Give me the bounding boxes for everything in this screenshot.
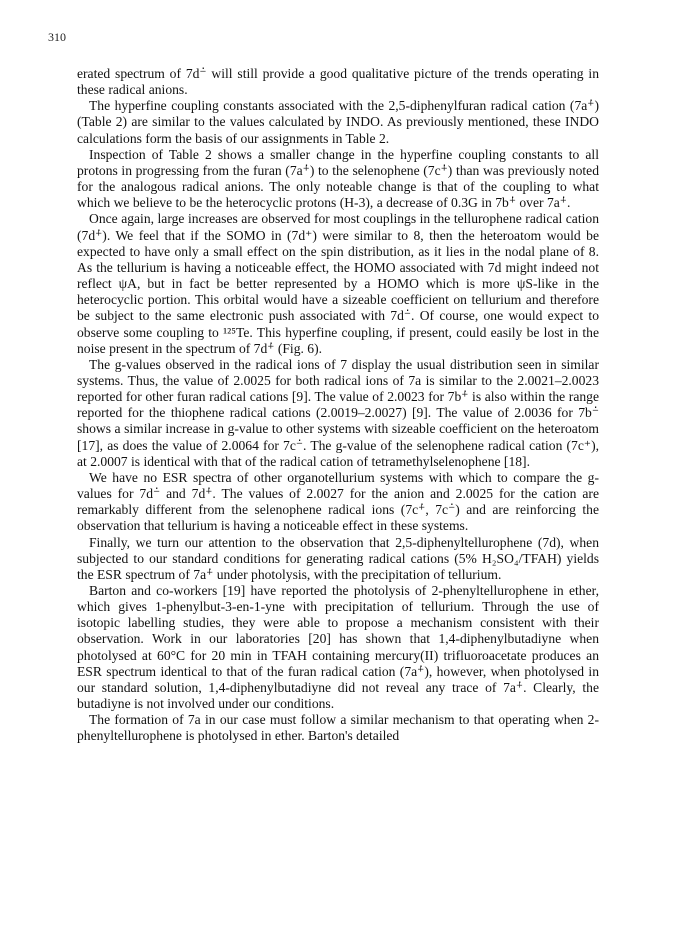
paragraph: The hyperfine coupling constants associated with the 2,5-diphenylfuran radical cation (7a⁺̇) (Table 2) are similar to the values calculated by INDO. As previously mentioned, these INDO calculations form the basis of our assignments in Table 2. [77,98,599,146]
paragraph: Barton and co-workers [19] have reported the photolysis of 2-phenyltellurophene in ether, which gives 1-phenylbut-3-en-1-yne with precipitation of tellurium. Through the use of isotopic labelling studies, they were able to propose a mechanism consistent with their observation. Work in our laboratories [20] has shown that 1,4-diphenylbutadiyne when photolysed at 60°C for 20 min in TFAH containing mercury(II) trifluoroacetate produces an ESR spectrum identical to that of the furan radical cation (7a⁺̇), however, when photolysed in our standard solution, 1,4-diphenylbutadiyne did not reveal any trace of 7a⁺̇. Clearly, the butadiyne is not involved under our conditions. [77,583,599,712]
paragraph: erated spectrum of 7d⁻̇ will still provide a good qualitative picture of the trends operating in these radical anions. [77,66,599,98]
body-text [77,66,599,745]
paragraph: Inspection of Table 2 shows a smaller change in the hyperfine coupling constants to all protons in progressing from the furan (7a⁺̇) to the selenophene (7c⁺̇) than was previously noted for the analogous radical anions. The only noteable change is that of the coupling to what which we believe to be the heterocyclic protons (H-3), a decrease of 0.3G in 7b⁺̇ over 7a⁺̇. [77,146,599,211]
paragraph: We have no ESR spectra of other organotellurium systems with which to compare the g-values for 7d⁻̇ and 7d⁺̇. The values of 2.0027 for the anion and 2.0025 for the cation are remarkably different from the selenophene radical ions (7c⁺̇, 7c⁻̇) and are reinforcing the observation that tellurium is having a noticeable effect in these systems. [77,469,599,534]
paragraph: The formation of 7a in our case must follow a similar mechanism to that operating when 2-phenyltellurophene is photolysed in ether. Barton's detailed [77,712,599,744]
paragraph: Once again, large increases are observed for most couplings in the tellurophene radical cation (7d⁺̇). We feel that if the SOMO in (7d⁺) were similar to 8, then the heteroatom would be expected to have only a small effect on the spin distribution, as it lies in the nodal plane of 8. As the tellurium is having a noticeable effect, the HOMO associated with 7d might indeed not reflect ψA, but in fact be better represented by a HOMO which is more ψS-like in the heterocyclic portion. This orbital would have a sizeable coefficient on tellurium and therefore be subject to the same electronic push associated with 7d⁻̇. Of course, one would expect to observe some coupling to ¹²⁵Te. This hyperfine coupling, if present, could easily be lost in the noise present in the spectrum of 7d⁺̇ (Fig. 6). [77,211,599,356]
paragraph: Finally, we turn our attention to the observation that 2,5-diphenyltellurophene (7d), when subjected to our standard conditions for generating radical cations (5% H₂SO₄/TFAH) yields the ESR spectrum of 7a⁺̇ under photolysis, with the precipitation of tellurium. [77,534,599,582]
page-number: 310 [48,30,66,44]
paragraph: The g-values observed in the radical ions of 7 display the usual distribution seen in similar systems. Thus, the value of 2.0025 for both radical ions of 7a is similar to the 2.0021–2.0023 reported for other furan radical cations [9]. The value of 2.0023 for 7b⁺̇ is also within the range reported for the thiophene radical cations (2.0019–2.0027) [9]. The value of 2.0036 for 7b⁻̇ shows a similar increase in g-value to other systems with sizeable coefficient on the heteroatom [17], as does the value of 2.0064 for 7c⁻̇. The g-value of the selenophene radical cation (7c⁺), at 2.0007 is identical with that of the radical cation of tetramethylselenophene [18]. [77,356,599,469]
